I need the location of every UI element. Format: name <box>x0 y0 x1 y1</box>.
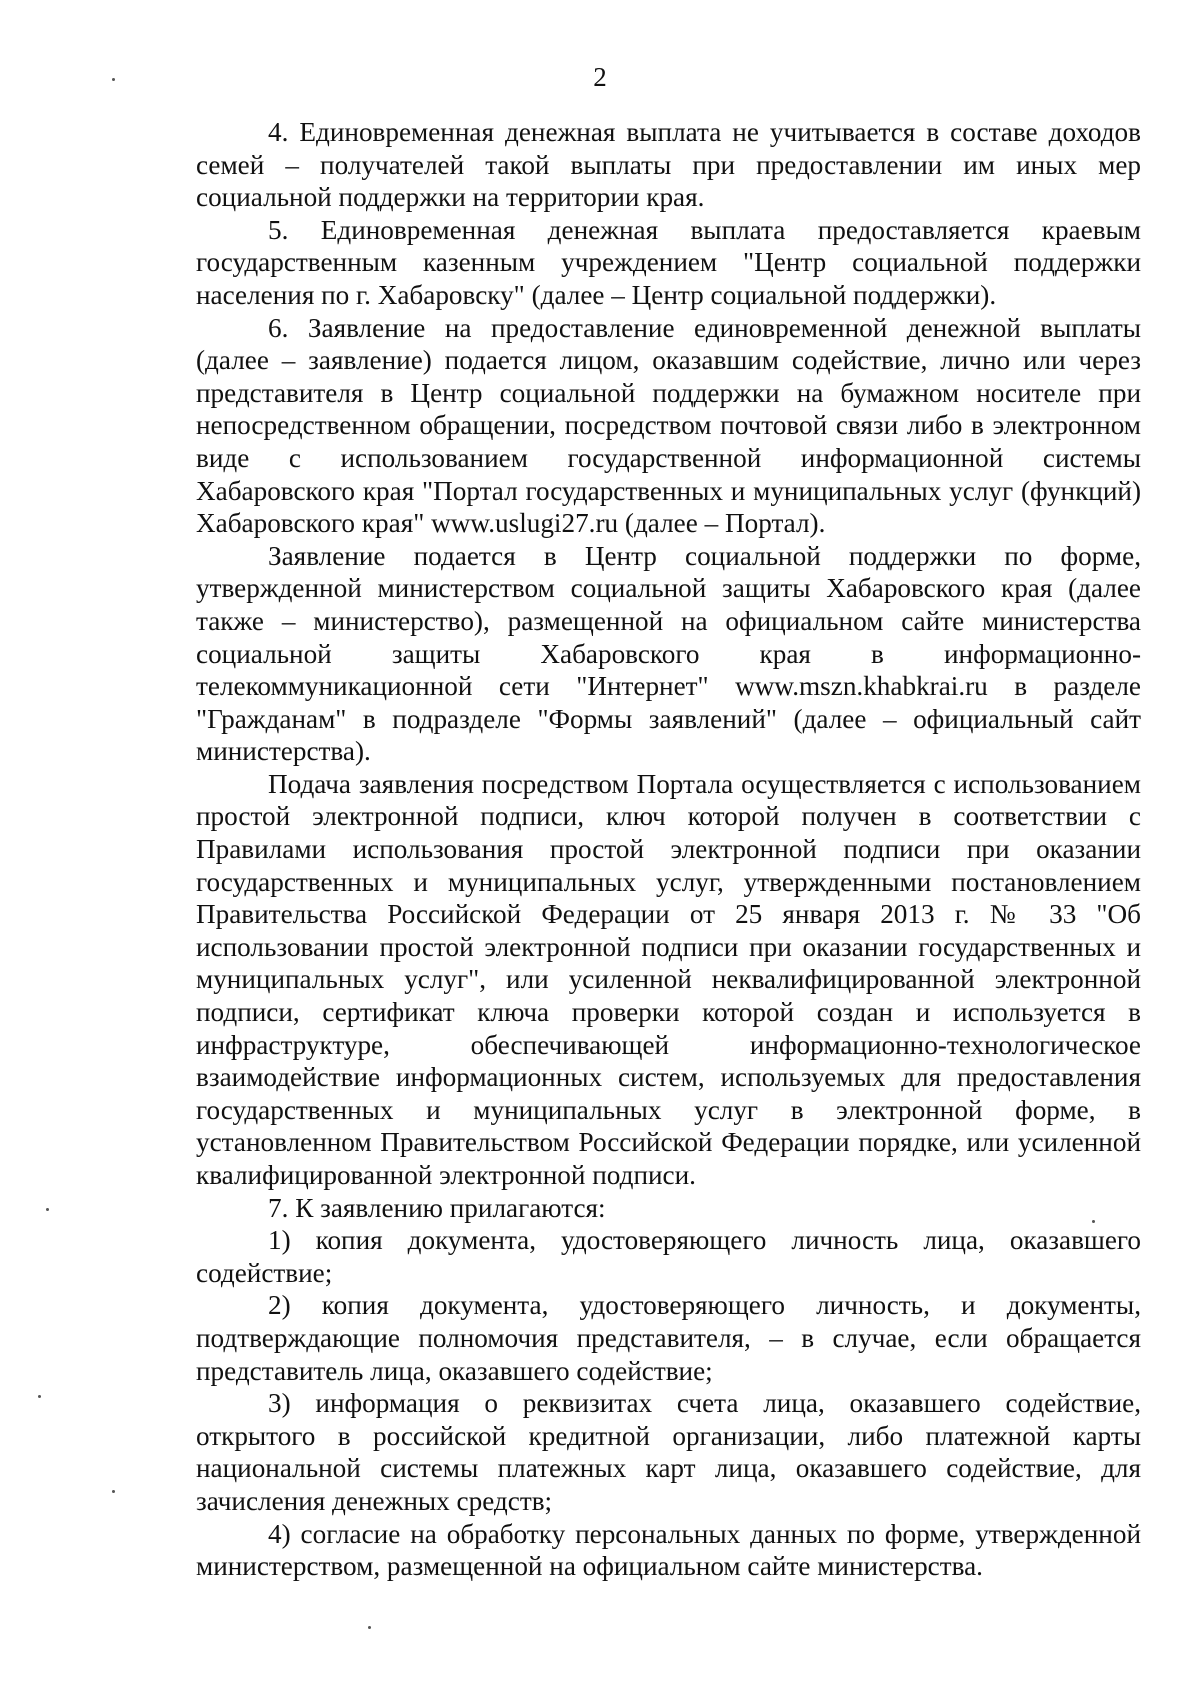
page-number: 2 <box>593 62 607 92</box>
list-item-4: 4) согласие на обработку персональных данных по форме, утвержденной министерством, размещенной на официальном сайте министерства. <box>196 1518 1141 1582</box>
list-item-3: 3) информация о реквизитах счета лица, оказавшего содействие, открытого в российской кредитной организации, либо платежной карты национальной системы платежных карт лица, оказавшего содействие, для зачисления денежных средств; <box>196 1388 1141 1516</box>
paragraph-item-5: 5. Единовременная денежная выплата предоставляется краевым государственным казенным учреждением "Центр социальной поддержки населения по г. Хабаровску" (далее – Центр социальной поддержки). <box>196 214 1141 310</box>
list-item-2: 2) копия документа, удостоверяющего личность, и документы, подтверждающие полномочия представителя, – в случае, если обращается представитель лица, оказавшего содействие; <box>196 1290 1141 1386</box>
scan-speck <box>38 1395 41 1398</box>
paragraph-application-form: Заявление подается в Центр социальной поддержки по форме, утвержденной министерством социальной защиты Хабаровского края (далее также – министерство), размещенной на официальном сайте министерства социальной защиты Хабаровского края в информационно-телекоммуникационной сети "Интернет" www.mszn.khabkrai.ru в разделе "Гражданам" в подразделе "Формы заявлений" (далее – официальный сайт министерства). <box>196 540 1141 767</box>
paragraph-item-4: 4. Единовременная денежная выплата не учитывается в составе доходов семей – получателей такой выплаты при предоставлении им иных мер социальной поддержки на территории края. <box>196 117 1141 213</box>
list-item-1: 1) копия документа, удостоверяющего личность лица, оказавшего содействие; <box>196 1225 1141 1288</box>
paragraph-portal-submission: Подача заявления посредством Портала осуществляется с использованием простой электронной подписи, ключ которой получен в соответствии с Правилами использования простой электронной подписи при оказании государственных и муниципальных услуг, утвержденными постановлением Правительства Российской Федерации от 25 января 2013 г. № 33 "Об использовании простой электронной подписи при оказании государственных и муниципальных услуг", или усиленной неквалифицированной электронной подписи, сертификат ключа проверки которой создан и используется в инфраструктуре, обеспечивающей информационно-технологическое взаимодействие информационных систем, используемых для предоставления государственных и муниципальных услуг в электронной форме, в установленном Правительством Российской Федерации порядке, или усиленной квалифицированной электронной подписи. <box>196 768 1141 1190</box>
paragraph-item-7: 7. К заявлению прилагаются: <box>268 1192 606 1223</box>
paragraph-item-6: 6. Заявление на предоставление единовременной денежной выплаты (далее – заявление) подается лицом, оказавшим содействие, лично или через представителя в Центр социальной поддержки на бумажном носителе при непосредственном обращении, посредством почтовой связи либо в электронном виде с использованием государственной информационной системы Хабаровского края "Портал государственных и муниципальных услуг (функций) Хабаровского края" www.uslugi27.ru (далее – Портал). <box>196 312 1141 539</box>
scan-speck <box>368 1626 371 1629</box>
scan-speck <box>46 1208 49 1211</box>
document-body <box>196 116 1141 1583</box>
scan-speck <box>112 1490 115 1493</box>
scan-speck <box>112 78 115 81</box>
scan-speck <box>1092 1220 1095 1223</box>
